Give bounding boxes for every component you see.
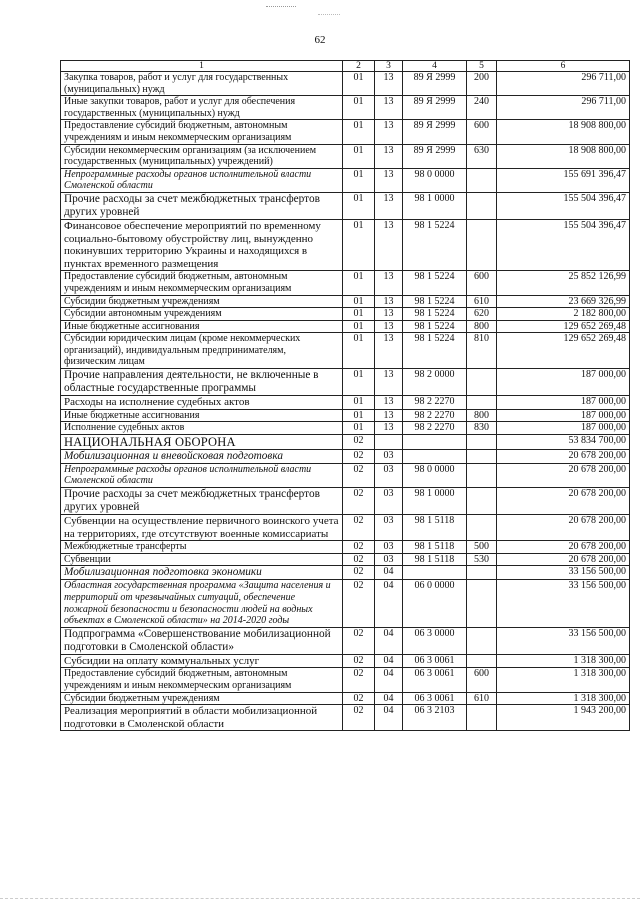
cell-target-article: 98 1 0000: [403, 192, 467, 219]
cell-section-code: 02: [343, 705, 375, 731]
cell-expense-type: [467, 434, 497, 449]
cell-subsection-code: 03: [375, 541, 403, 554]
table-row: [61, 627, 630, 654]
cell-target-article: 98 1 5118: [403, 553, 467, 566]
cell-name: Субсидии юридическим лицам (кроме некоммерческих организаций), индивидуальным предпринимателям, физическим лицам: [61, 333, 343, 369]
cell-amount: 20 678 200,00: [497, 553, 630, 566]
header-col-6: 6: [497, 61, 630, 72]
cell-section-code: 01: [343, 409, 375, 422]
cell-amount: 20 678 200,00: [497, 515, 630, 541]
cell-subsection-code: 13: [375, 308, 403, 321]
cell-expense-type: 800: [467, 320, 497, 333]
cell-name: Мобилизационная подготовка экономики: [61, 566, 343, 580]
cell-section-code: 01: [343, 192, 375, 219]
table-row: [61, 219, 630, 270]
cell-amount: 20 678 200,00: [497, 488, 630, 515]
cell-amount: 33 156 500,00: [497, 580, 630, 627]
cell-subsection-code: 04: [375, 627, 403, 654]
cell-section-code: 01: [343, 144, 375, 168]
cell-target-article: 98 1 5224: [403, 271, 467, 295]
cell-section-code: 01: [343, 396, 375, 410]
cell-expense-type: [467, 219, 497, 270]
cell-subsection-code: 13: [375, 120, 403, 144]
cell-amount: 33 156 500,00: [497, 566, 630, 580]
cell-name: Прочие направления деятельности, не включенные в областные государственные программы: [61, 369, 343, 396]
table-body: [61, 72, 630, 731]
cell-target-article: 06 0 0000: [403, 580, 467, 627]
cell-name: Областная государственная программа «Защита населения и территорий от чрезвычайных ситуаций, обеспечение пожарной безопасности и безопасности людей на водных объектах в Смоленской области» на 2014-2020 годы: [61, 580, 343, 627]
cell-target-article: 98 1 5224: [403, 320, 467, 333]
cell-subsection-code: 04: [375, 654, 403, 668]
cell-expense-type: 530: [467, 553, 497, 566]
cell-amount: 155 691 396,47: [497, 168, 630, 192]
cell-amount: 187 000,00: [497, 369, 630, 396]
cell-amount: 129 652 269,48: [497, 320, 630, 333]
cell-name: Субвенции: [61, 553, 343, 566]
cell-name: Субвенции на осуществление первичного воинского учета на территориях, где отсутствуют военные комиссариаты: [61, 515, 343, 541]
table-row: [61, 72, 630, 96]
cell-subsection-code: 13: [375, 409, 403, 422]
cell-expense-type: 600: [467, 271, 497, 295]
scan-bottom-edge: [0, 898, 640, 899]
cell-section-code: 01: [343, 96, 375, 120]
cell-target-article: 89 Я 2999: [403, 144, 467, 168]
cell-section-code: 02: [343, 553, 375, 566]
table-row: [61, 449, 630, 463]
cell-subsection-code: 13: [375, 396, 403, 410]
cell-expense-type: [467, 449, 497, 463]
cell-expense-type: 800: [467, 409, 497, 422]
cell-target-article: 98 1 5224: [403, 295, 467, 308]
cell-subsection-code: 13: [375, 192, 403, 219]
table-row: [61, 463, 630, 487]
cell-target-article: [403, 434, 467, 449]
cell-amount: 2 182 800,00: [497, 308, 630, 321]
cell-target-article: 06 3 0000: [403, 627, 467, 654]
table-header-row: [61, 61, 630, 72]
cell-section-code: 01: [343, 72, 375, 96]
cell-target-article: 98 2 2270: [403, 409, 467, 422]
cell-target-article: 98 1 5118: [403, 515, 467, 541]
header-col-1: 1: [61, 61, 343, 72]
cell-amount: 1 318 300,00: [497, 668, 630, 692]
cell-section-code: 02: [343, 668, 375, 692]
cell-expense-type: [467, 566, 497, 580]
cell-amount: 33 156 500,00: [497, 627, 630, 654]
header-col-4: 4: [403, 61, 467, 72]
cell-section-code: 01: [343, 168, 375, 192]
cell-section-code: 02: [343, 627, 375, 654]
cell-section-code: 01: [343, 320, 375, 333]
table-row: [61, 705, 630, 731]
cell-section-code: 02: [343, 654, 375, 668]
cell-expense-type: [467, 627, 497, 654]
table-row: [61, 333, 630, 369]
cell-subsection-code: 13: [375, 72, 403, 96]
cell-section-code: 02: [343, 434, 375, 449]
cell-target-article: 89 Я 2999: [403, 96, 467, 120]
cell-target-article: 89 Я 2999: [403, 120, 467, 144]
cell-amount: 187 000,00: [497, 396, 630, 410]
cell-name: Иные закупки товаров, работ и услуг для обеспечения государственных (муниципальных) нужд: [61, 96, 343, 120]
table-row: [61, 422, 630, 435]
header-col-5: 5: [467, 61, 497, 72]
table-row: [61, 434, 630, 449]
cell-name: Предоставление субсидий бюджетным, автономным учреждениям и иным некоммерческим организациям: [61, 668, 343, 692]
cell-section-code: 01: [343, 120, 375, 144]
cell-name: Иные бюджетные ассигнования: [61, 409, 343, 422]
cell-section-code: 02: [343, 580, 375, 627]
cell-name: Реализация мероприятий в области мобилизационной подготовки в Смоленской области: [61, 705, 343, 731]
cell-name: Субсидии автономным учреждениям: [61, 308, 343, 321]
cell-expense-type: 200: [467, 72, 497, 96]
cell-target-article: 98 1 5224: [403, 333, 467, 369]
cell-amount: 187 000,00: [497, 409, 630, 422]
cell-name: Субсидии бюджетным учреждениям: [61, 692, 343, 705]
cell-amount: 155 504 396,47: [497, 192, 630, 219]
cell-amount: 187 000,00: [497, 422, 630, 435]
cell-section-code: 01: [343, 422, 375, 435]
cell-amount: 18 908 800,00: [497, 144, 630, 168]
cell-amount: 296 711,00: [497, 96, 630, 120]
cell-expense-type: 240: [467, 96, 497, 120]
budget-table: [60, 60, 630, 731]
cell-amount: 155 504 396,47: [497, 219, 630, 270]
cell-subsection-code: 03: [375, 449, 403, 463]
cell-target-article: 98 2 2270: [403, 422, 467, 435]
cell-amount: 25 852 126,99: [497, 271, 630, 295]
cell-target-article: 98 2 0000: [403, 369, 467, 396]
table-row: [61, 369, 630, 396]
cell-name: Мобилизационная и вневойсковая подготовка: [61, 449, 343, 463]
table-row: [61, 96, 630, 120]
cell-expense-type: [467, 705, 497, 731]
cell-section-code: 01: [343, 271, 375, 295]
cell-section-code: 02: [343, 541, 375, 554]
cell-target-article: 98 0 0000: [403, 168, 467, 192]
cell-subsection-code: 13: [375, 369, 403, 396]
cell-name: Расходы на исполнение судебных актов: [61, 396, 343, 410]
cell-subsection-code: 03: [375, 515, 403, 541]
cell-section-code: 02: [343, 463, 375, 487]
cell-amount: 296 711,00: [497, 72, 630, 96]
cell-subsection-code: 03: [375, 488, 403, 515]
cell-name: Межбюджетные трансферты: [61, 541, 343, 554]
cell-target-article: 98 0 0000: [403, 463, 467, 487]
cell-name: Непрограммные расходы органов исполнительной власти Смоленской области: [61, 168, 343, 192]
cell-name: Подпрограмма «Совершенствование мобилизационной подготовки в Смоленской области»: [61, 627, 343, 654]
cell-expense-type: 610: [467, 295, 497, 308]
cell-section-code: 01: [343, 295, 375, 308]
table-row: [61, 654, 630, 668]
cell-target-article: [403, 449, 467, 463]
cell-amount: 23 669 326,99: [497, 295, 630, 308]
cell-target-article: [403, 566, 467, 580]
cell-subsection-code: 04: [375, 705, 403, 731]
table-row: [61, 271, 630, 295]
cell-name: НАЦИОНАЛЬНАЯ ОБОРОНА: [61, 434, 343, 449]
table-row: [61, 320, 630, 333]
cell-amount: 20 678 200,00: [497, 541, 630, 554]
cell-section-code: 02: [343, 692, 375, 705]
cell-expense-type: 610: [467, 692, 497, 705]
page-number: 62: [314, 34, 326, 46]
cell-section-code: 02: [343, 449, 375, 463]
cell-amount: 1 318 300,00: [497, 692, 630, 705]
cell-expense-type: [467, 654, 497, 668]
cell-amount: 20 678 200,00: [497, 463, 630, 487]
cell-expense-type: [467, 463, 497, 487]
table-row: [61, 553, 630, 566]
cell-name: Закупка товаров, работ и услуг для государственных (муниципальных) нужд: [61, 72, 343, 96]
cell-expense-type: 810: [467, 333, 497, 369]
cell-subsection-code: 13: [375, 295, 403, 308]
cell-subsection-code: 04: [375, 580, 403, 627]
cell-expense-type: 620: [467, 308, 497, 321]
cell-name: Исполнение судебных актов: [61, 422, 343, 435]
cell-amount: 1 318 300,00: [497, 654, 630, 668]
table-row: [61, 120, 630, 144]
scan-mark-top-secondary: [318, 14, 340, 15]
cell-amount: 53 834 700,00: [497, 434, 630, 449]
cell-name: Финансовое обеспечение мероприятий по временному социально-бытовому обустройству лиц, вынужденно покинувших территорию Украины и находящихся в пунктах временного размещения: [61, 219, 343, 270]
cell-subsection-code: 03: [375, 553, 403, 566]
cell-name: Предоставление субсидий бюджетным, автономным учреждениям и иным некоммерческим организациям: [61, 271, 343, 295]
table-row: [61, 541, 630, 554]
cell-expense-type: [467, 369, 497, 396]
cell-target-article: 98 1 0000: [403, 488, 467, 515]
cell-target-article: 06 3 0061: [403, 668, 467, 692]
table-row: [61, 488, 630, 515]
table-row: [61, 308, 630, 321]
cell-expense-type: 500: [467, 541, 497, 554]
cell-subsection-code: 04: [375, 668, 403, 692]
cell-name: Субсидии бюджетным учреждениям: [61, 295, 343, 308]
cell-target-article: 98 1 5224: [403, 308, 467, 321]
cell-subsection-code: 03: [375, 463, 403, 487]
cell-name: Субсидии некоммерческим организациям (за исключением государственных (муниципальных) учреждений): [61, 144, 343, 168]
cell-amount: 20 678 200,00: [497, 449, 630, 463]
table-row: [61, 192, 630, 219]
cell-amount: 129 652 269,48: [497, 333, 630, 369]
cell-subsection-code: 13: [375, 219, 403, 270]
cell-amount: 18 908 800,00: [497, 120, 630, 144]
cell-subsection-code: 13: [375, 271, 403, 295]
cell-section-code: 02: [343, 515, 375, 541]
cell-subsection-code: 13: [375, 96, 403, 120]
table-row: [61, 692, 630, 705]
table-row: [61, 144, 630, 168]
cell-expense-type: [467, 192, 497, 219]
cell-expense-type: [467, 396, 497, 410]
cell-amount: 1 943 200,00: [497, 705, 630, 731]
cell-expense-type: 600: [467, 668, 497, 692]
cell-name: Прочие расходы за счет межбюджетных трансфертов других уровней: [61, 192, 343, 219]
cell-subsection-code: 13: [375, 168, 403, 192]
cell-section-code: 02: [343, 566, 375, 580]
table-row: [61, 668, 630, 692]
cell-subsection-code: 13: [375, 320, 403, 333]
cell-section-code: 01: [343, 369, 375, 396]
cell-expense-type: 600: [467, 120, 497, 144]
scan-mark-top: [266, 6, 296, 7]
cell-target-article: 06 3 2103: [403, 705, 467, 731]
cell-expense-type: 630: [467, 144, 497, 168]
table-row: [61, 566, 630, 580]
cell-target-article: 89 Я 2999: [403, 72, 467, 96]
table-row: [61, 168, 630, 192]
cell-subsection-code: [375, 434, 403, 449]
cell-section-code: 01: [343, 219, 375, 270]
header-col-3: 3: [375, 61, 403, 72]
cell-name: Субсидии на оплату коммунальных услуг: [61, 654, 343, 668]
cell-name: Предоставление субсидий бюджетным, автономным учреждениям и иным некоммерческим организациям: [61, 120, 343, 144]
cell-expense-type: 830: [467, 422, 497, 435]
cell-expense-type: [467, 515, 497, 541]
cell-expense-type: [467, 168, 497, 192]
cell-subsection-code: 04: [375, 566, 403, 580]
cell-subsection-code: 13: [375, 422, 403, 435]
cell-subsection-code: 04: [375, 692, 403, 705]
cell-target-article: 98 2 2270: [403, 396, 467, 410]
cell-name: Прочие расходы за счет межбюджетных трансфертов других уровней: [61, 488, 343, 515]
cell-section-code: 01: [343, 333, 375, 369]
table-row: [61, 580, 630, 627]
cell-subsection-code: 13: [375, 333, 403, 369]
cell-name: Непрограммные расходы органов исполнительной власти Смоленской области: [61, 463, 343, 487]
cell-target-article: 06 3 0061: [403, 654, 467, 668]
cell-target-article: 06 3 0061: [403, 692, 467, 705]
cell-section-code: 02: [343, 488, 375, 515]
cell-expense-type: [467, 488, 497, 515]
cell-target-article: 98 1 5224: [403, 219, 467, 270]
table-row: [61, 515, 630, 541]
cell-name: Иные бюджетные ассигнования: [61, 320, 343, 333]
table-row: [61, 409, 630, 422]
header-col-2: 2: [343, 61, 375, 72]
table-row: [61, 396, 630, 410]
cell-section-code: 01: [343, 308, 375, 321]
cell-expense-type: [467, 580, 497, 627]
table-row: [61, 295, 630, 308]
cell-target-article: 98 1 5118: [403, 541, 467, 554]
cell-subsection-code: 13: [375, 144, 403, 168]
